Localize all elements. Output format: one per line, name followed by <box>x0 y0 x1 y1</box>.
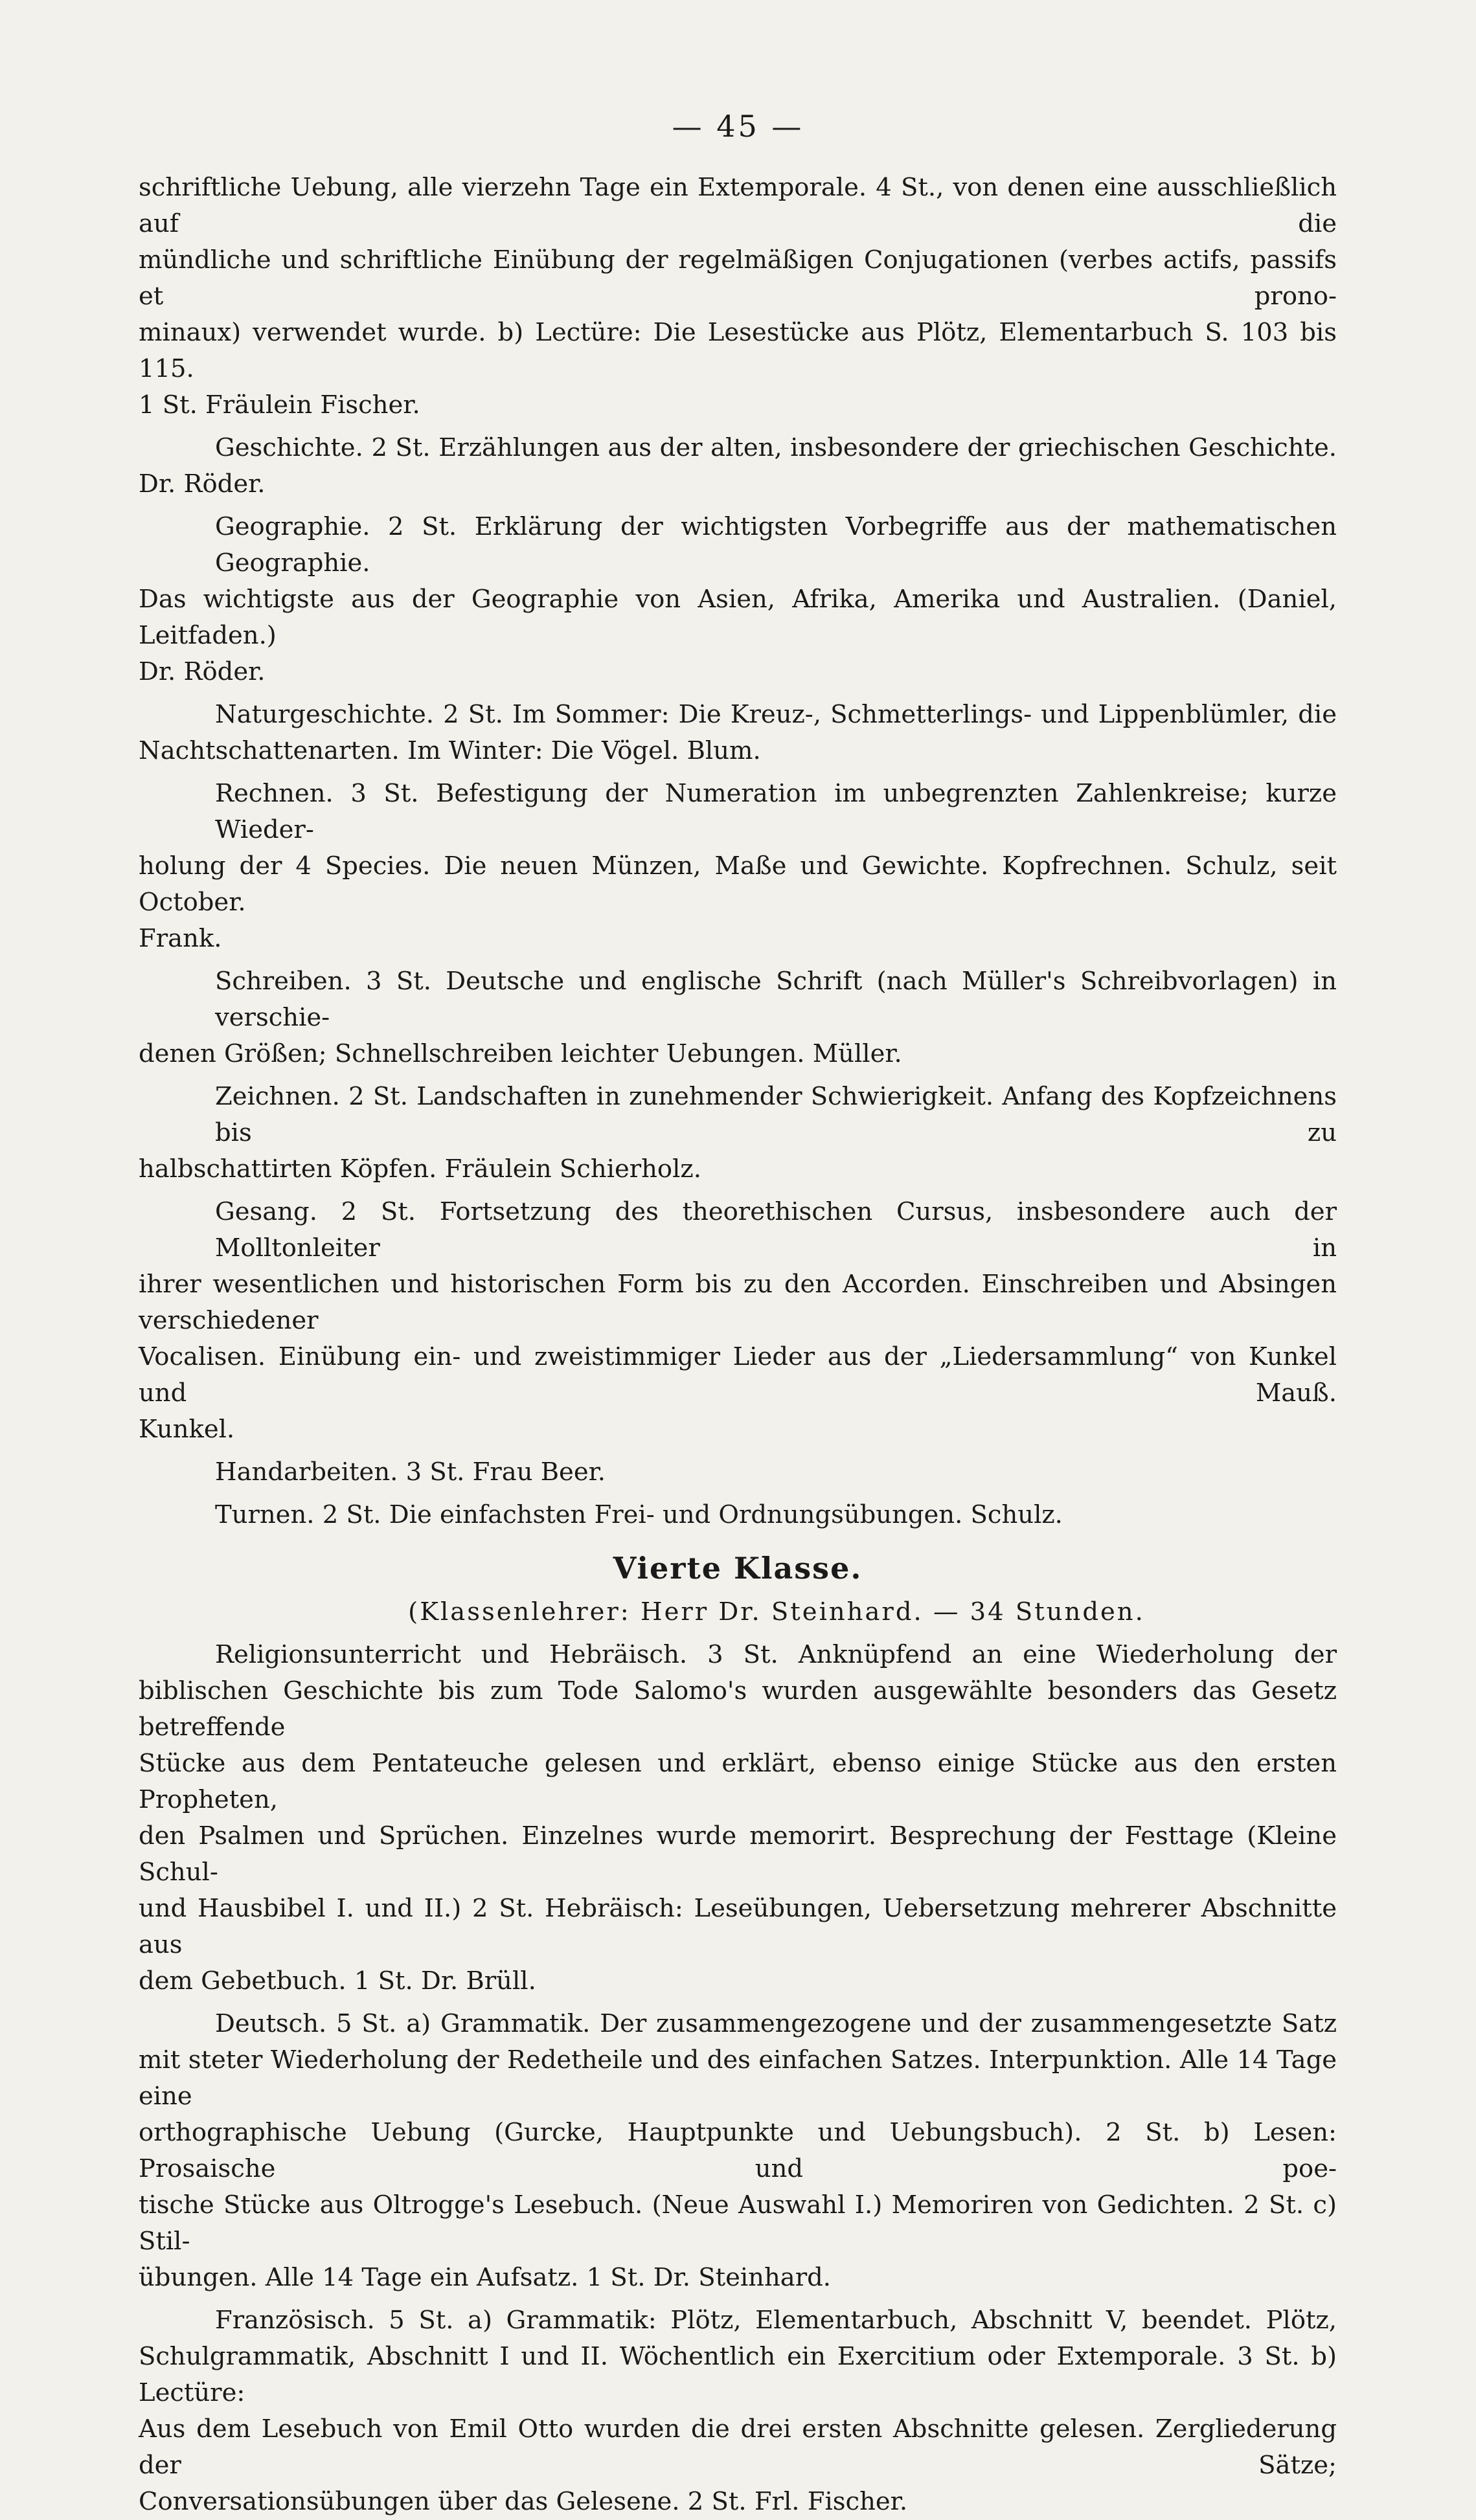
section-heading: Vierte Klasse. <box>613 1551 863 1586</box>
text-line: holung der 4 Species. Die neuen Münzen, Maße und Gewichte. Kopfrechnen. Schulz, seit October. <box>139 851 1337 917</box>
section-subheading: (Klassenlehrer: Herr Dr. Steinhard. — 34 Stunden. <box>408 1597 1145 1626</box>
text-line: den Psalmen und Sprüchen. Einzelnes wurde memorirt. Besprechung der Festtage (Kleine Schul- <box>139 1821 1337 1887</box>
text-line: orthographische Uebung (Gurcke, Hauptpunkte und Uebungsbuch). 2 St. b) Lesen: Prosaische und poe- <box>139 2118 1337 2183</box>
paragraph-franzoesisch: Französisch. 5 St. a) Grammatik: Plötz, Elementarbuch, Abschnitt V, beendet. Plötz, <box>215 2306 1337 2335</box>
text-line: Stücke aus dem Pentateuche gelesen und erklärt, ebenso einige Stücke aus den ersten Propheten, <box>139 1749 1337 1814</box>
text-line: Vocalisen. Einübung ein- und zweistimmiger Lieder aus der „Liedersammlung“ von Kunkel und Mauß. <box>139 1342 1337 1408</box>
text-line: denen Größen; Schnellschreiben leichter Uebungen. Müller. <box>139 1039 902 1068</box>
text-line: halbschattirten Köpfen. Fräulein Schierholz. <box>139 1154 701 1184</box>
text-line: Das wichtigste aus der Geographie von Asien, Afrika, Amerika und Australien. (Daniel, Leitfaden.) <box>139 585 1337 650</box>
paragraph-gesang: Gesang. 2 St. Fortsetzung des theorethischen Cursus, insbesondere auch der Molltonleiter in <box>215 1197 1337 1263</box>
text-line: Frank. <box>139 924 222 953</box>
text-line: übungen. Alle 14 Tage ein Aufsatz. 1 St. Dr. Steinhard. <box>139 2263 831 2292</box>
paragraph-geographie: Geographie. 2 St. Erklärung der wichtigsten Vorbegriffe aus der mathematischen Geographie. <box>215 512 1337 578</box>
text-line: Schulgrammatik, Abschnitt I und II. Wöchentlich ein Exercitium oder Extemporale. 3 St. b) Lectüre: <box>139 2342 1337 2407</box>
paragraph-naturgeschichte: Naturgeschichte. 2 St. Im Sommer: Die Kreuz-, Schmetterlings- und Lippenblümler, die <box>215 700 1337 729</box>
text-line: tische Stücke aus Oltrogge's Lesebuch. (Neue Auswahl I.) Memoriren von Gedichten. 2 St. c) Stil- <box>139 2190 1337 2256</box>
text-line: Dr. Röder. <box>139 657 266 686</box>
paragraph-geschichte: Geschichte. 2 St. Erzählungen aus der alten, insbesondere der griechischen Geschichte. <box>215 433 1337 462</box>
body-text <box>139 170 1337 2520</box>
text-line: ihrer wesentlichen und historischen Form bis zu den Accorden. Einschreiben und Absingen verschiedener <box>139 1270 1337 1335</box>
text-line: Kunkel. <box>139 1415 235 1444</box>
paragraph-religion: Religionsunterricht und Hebräisch. 3 St. Anknüpfend an eine Wiederholung der <box>215 1640 1337 1669</box>
text-line: biblischen Geschichte bis zum Tode Salomo's wurden ausgewählte besonders das Gesetz betreffende <box>139 1676 1337 1742</box>
paragraph-zeichnen: Zeichnen. 2 St. Landschaften in zunehmender Schwierigkeit. Anfang des Kopfzeichnens bis zu <box>215 1082 1337 1147</box>
text-line: dem Gebetbuch. 1 St. Dr. Brüll. <box>139 1966 536 1996</box>
text-line: minaux) verwendet wurde. b) Lectüre: Die Lesestücke aus Plötz, Elementarbuch S. 103 bis 115. <box>139 318 1337 383</box>
text-line: 1 St. Fräulein Fischer. <box>139 390 420 420</box>
text-line: mit steter Wiederholung der Redetheile und des einfachen Satzes. Interpunktion. Alle 14 Tage eine <box>139 2045 1337 2111</box>
text-line: und Hausbibel I. und II.) 2 St. Hebräisch: Leseübungen, Uebersetzung mehrerer Abschnitte aus <box>139 1894 1337 1959</box>
paragraph-handarbeiten: Handarbeiten. 3 St. Frau Beer. <box>215 1457 606 1487</box>
text-line: mündliche und schriftliche Einübung der regelmäßigen Conjugationen (verbes actifs, passifs et prono- <box>139 245 1337 311</box>
text-line: Aus dem Lesebuch von Emil Otto wurden die drei ersten Abschnitte gelesen. Zergliederung der Sätze; <box>139 2414 1337 2480</box>
page-number: — 45 — <box>672 109 804 144</box>
paragraph-rechnen: Rechnen. 3 St. Befestigung der Numeration im unbegrenzten Zahlenkreise; kurze Wieder- <box>215 779 1337 844</box>
paragraph-turnen: Turnen. 2 St. Die einfachsten Frei- und Ordnungsübungen. Schulz. <box>215 1500 1063 1529</box>
text-line: schriftliche Uebung, alle vierzehn Tage ein Extemporale. 4 St., von denen eine ausschließlich auf die <box>139 173 1337 238</box>
paragraph-deutsch: Deutsch. 5 St. a) Grammatik. Der zusammengezogene und der zusammengesetzte Satz <box>215 2009 1337 2038</box>
paragraph-schreiben: Schreiben. 3 St. Deutsche und englische Schrift (nach Müller's Schreibvorlagen) in verschie- <box>215 967 1337 1032</box>
text-line: Conversationsübungen über das Gelesene. 2 St. Frl. Fischer. <box>139 2487 908 2516</box>
text-line: Dr. Röder. <box>139 469 266 499</box>
text-line: Nachtschattenarten. Im Winter: Die Vögel. Blum. <box>139 736 761 765</box>
